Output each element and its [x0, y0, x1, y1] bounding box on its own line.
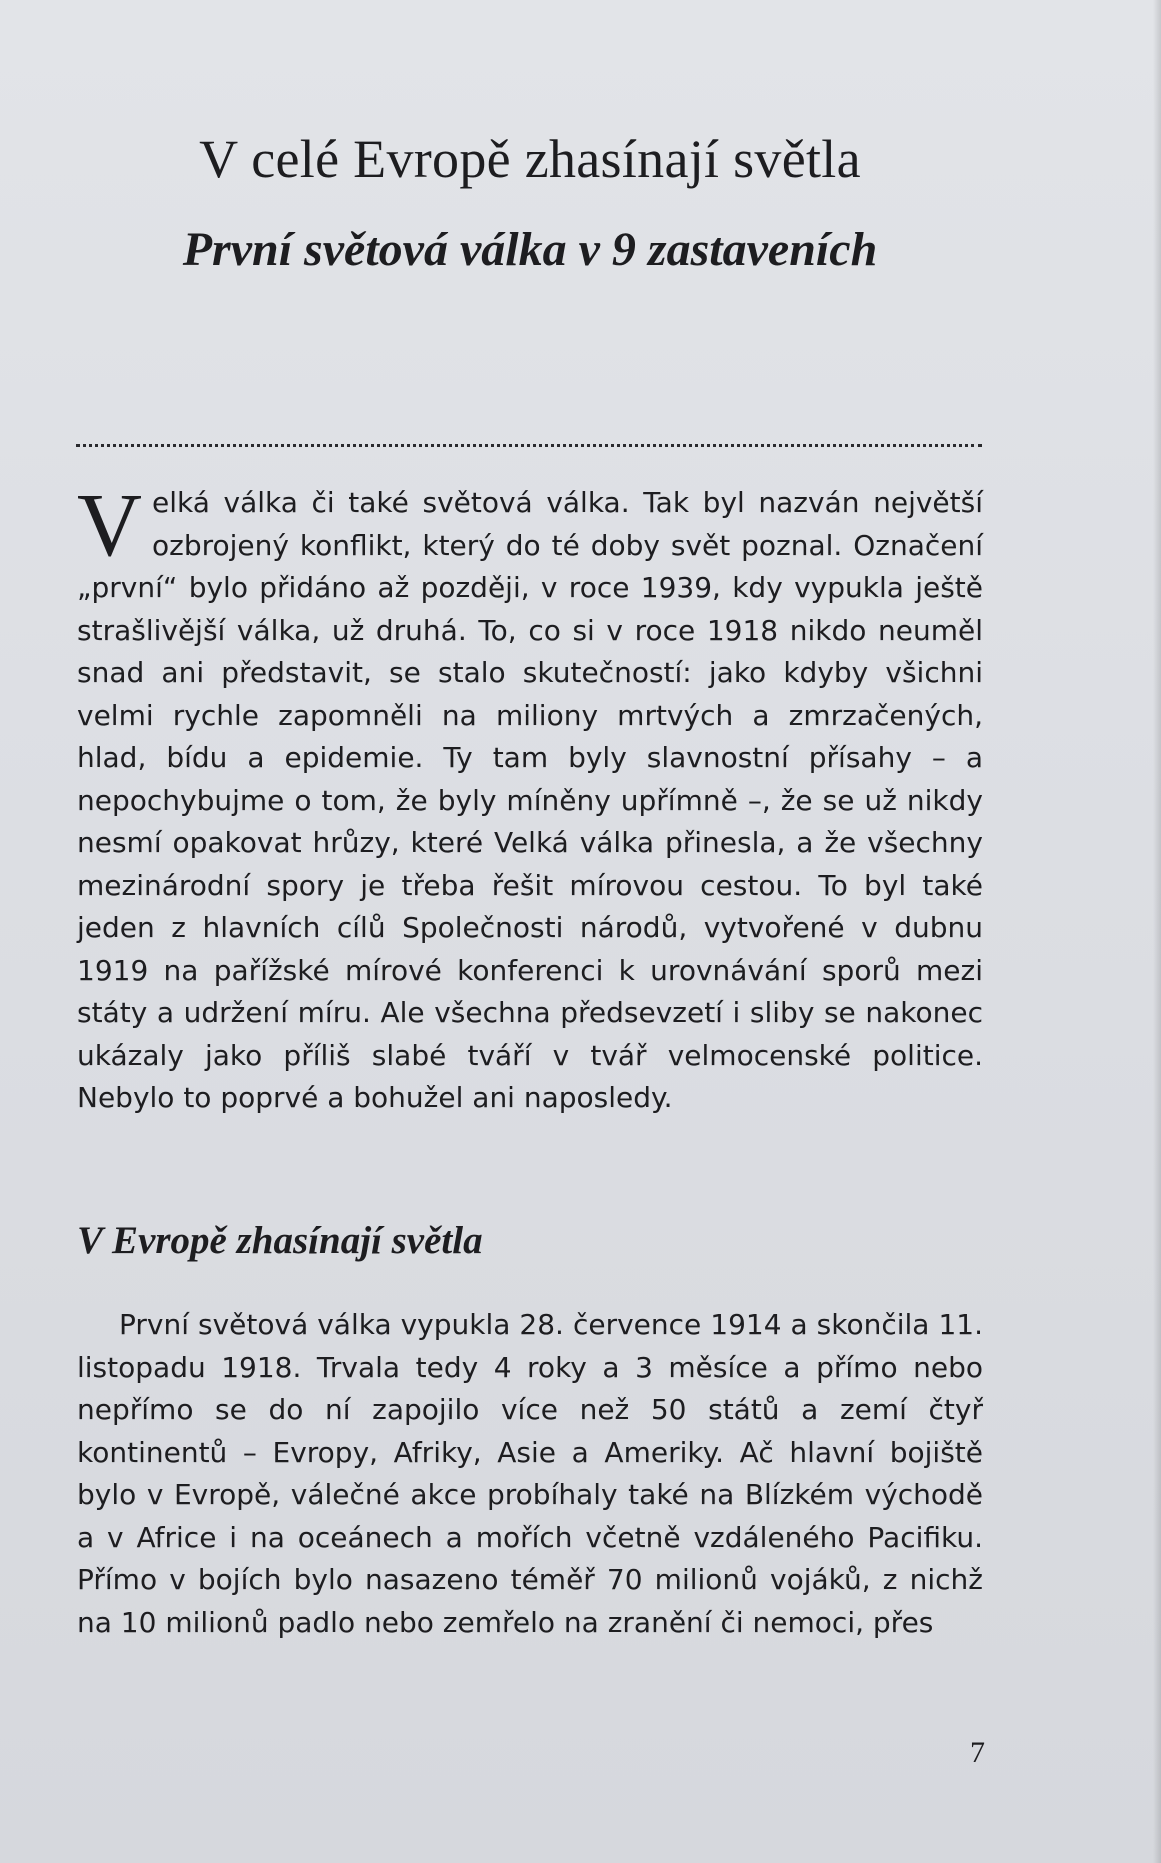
dotted-divider — [76, 444, 982, 447]
chapter-subtitle: První světová válka v 9 zastaveních — [182, 223, 878, 276]
intro-paragraph — [77, 476, 983, 1120]
section-paragraph: První světová válka vypukla 28. července 1914 a skončila 11. listopadu 1918. Trvala tedy 4 roky a 3 měsíce a přímo nebo nepřímo se do ní zapojilo více než 50 států a zemí čtyř kontinentů – Evropy, Afriky, Asie a Ameriky. Ač hlavní bojiště bylo v Evropě, válečné akce probíhaly také na Blízkém východě a v Africe i na oceánech a mořích včetně vzdáleného Pacifiku. Přímo v bojích bylo nasazeno téměř 70 milionů vojáků, z nichž na 10 milionů padlo nebo zemřelo na zranění či nemoci, přes — [77, 1308, 983, 1639]
section-heading: V Evropě zhasínají světla — [77, 1219, 483, 1262]
drop-cap: V — [77, 476, 142, 575]
chapter-title: V celé Evropě zhasínají světla — [199, 129, 861, 189]
page-number: 7 — [970, 1736, 985, 1769]
intro-text: elká válka či také světová válka. Tak byl nazván největší ozbrojený konflikt, který do té doby svět poznal. Označení „první“ bylo přidáno až později, v roce 1939, kdy vypukla ještě strašlivější válka, už druhá. To, co si v roce 1918 nikdo neuměl snad ani představit, se stalo skutečností: jako kdyby všichni velmi rychle zapomněli na miliony mrtvých a zmrzačených, hlad, bídu a epidemie. Ty tam byly slavnostní přísahy – a nepochybujme o tom, že byly míněny upřímně –, že se už nikdy nesmí opakovat hrůzy, které Velká válka přinesla, a že všechny mezinárodní spory je třeba řešit mírovou cestou. To byl také jeden z hlavních cílů Společnosti národů, vytvořené v dubnu 1919 na pařížské mírové konferenci k urovnávání sporů mezi státy a udržení míru. Ale všechna předsevzetí i sliby se nakonec ukázaly jako příliš slabé tváří v tvář velmocenské politice. Nebylo to poprvé a bohužel ani naposledy. — [77, 486, 983, 1114]
